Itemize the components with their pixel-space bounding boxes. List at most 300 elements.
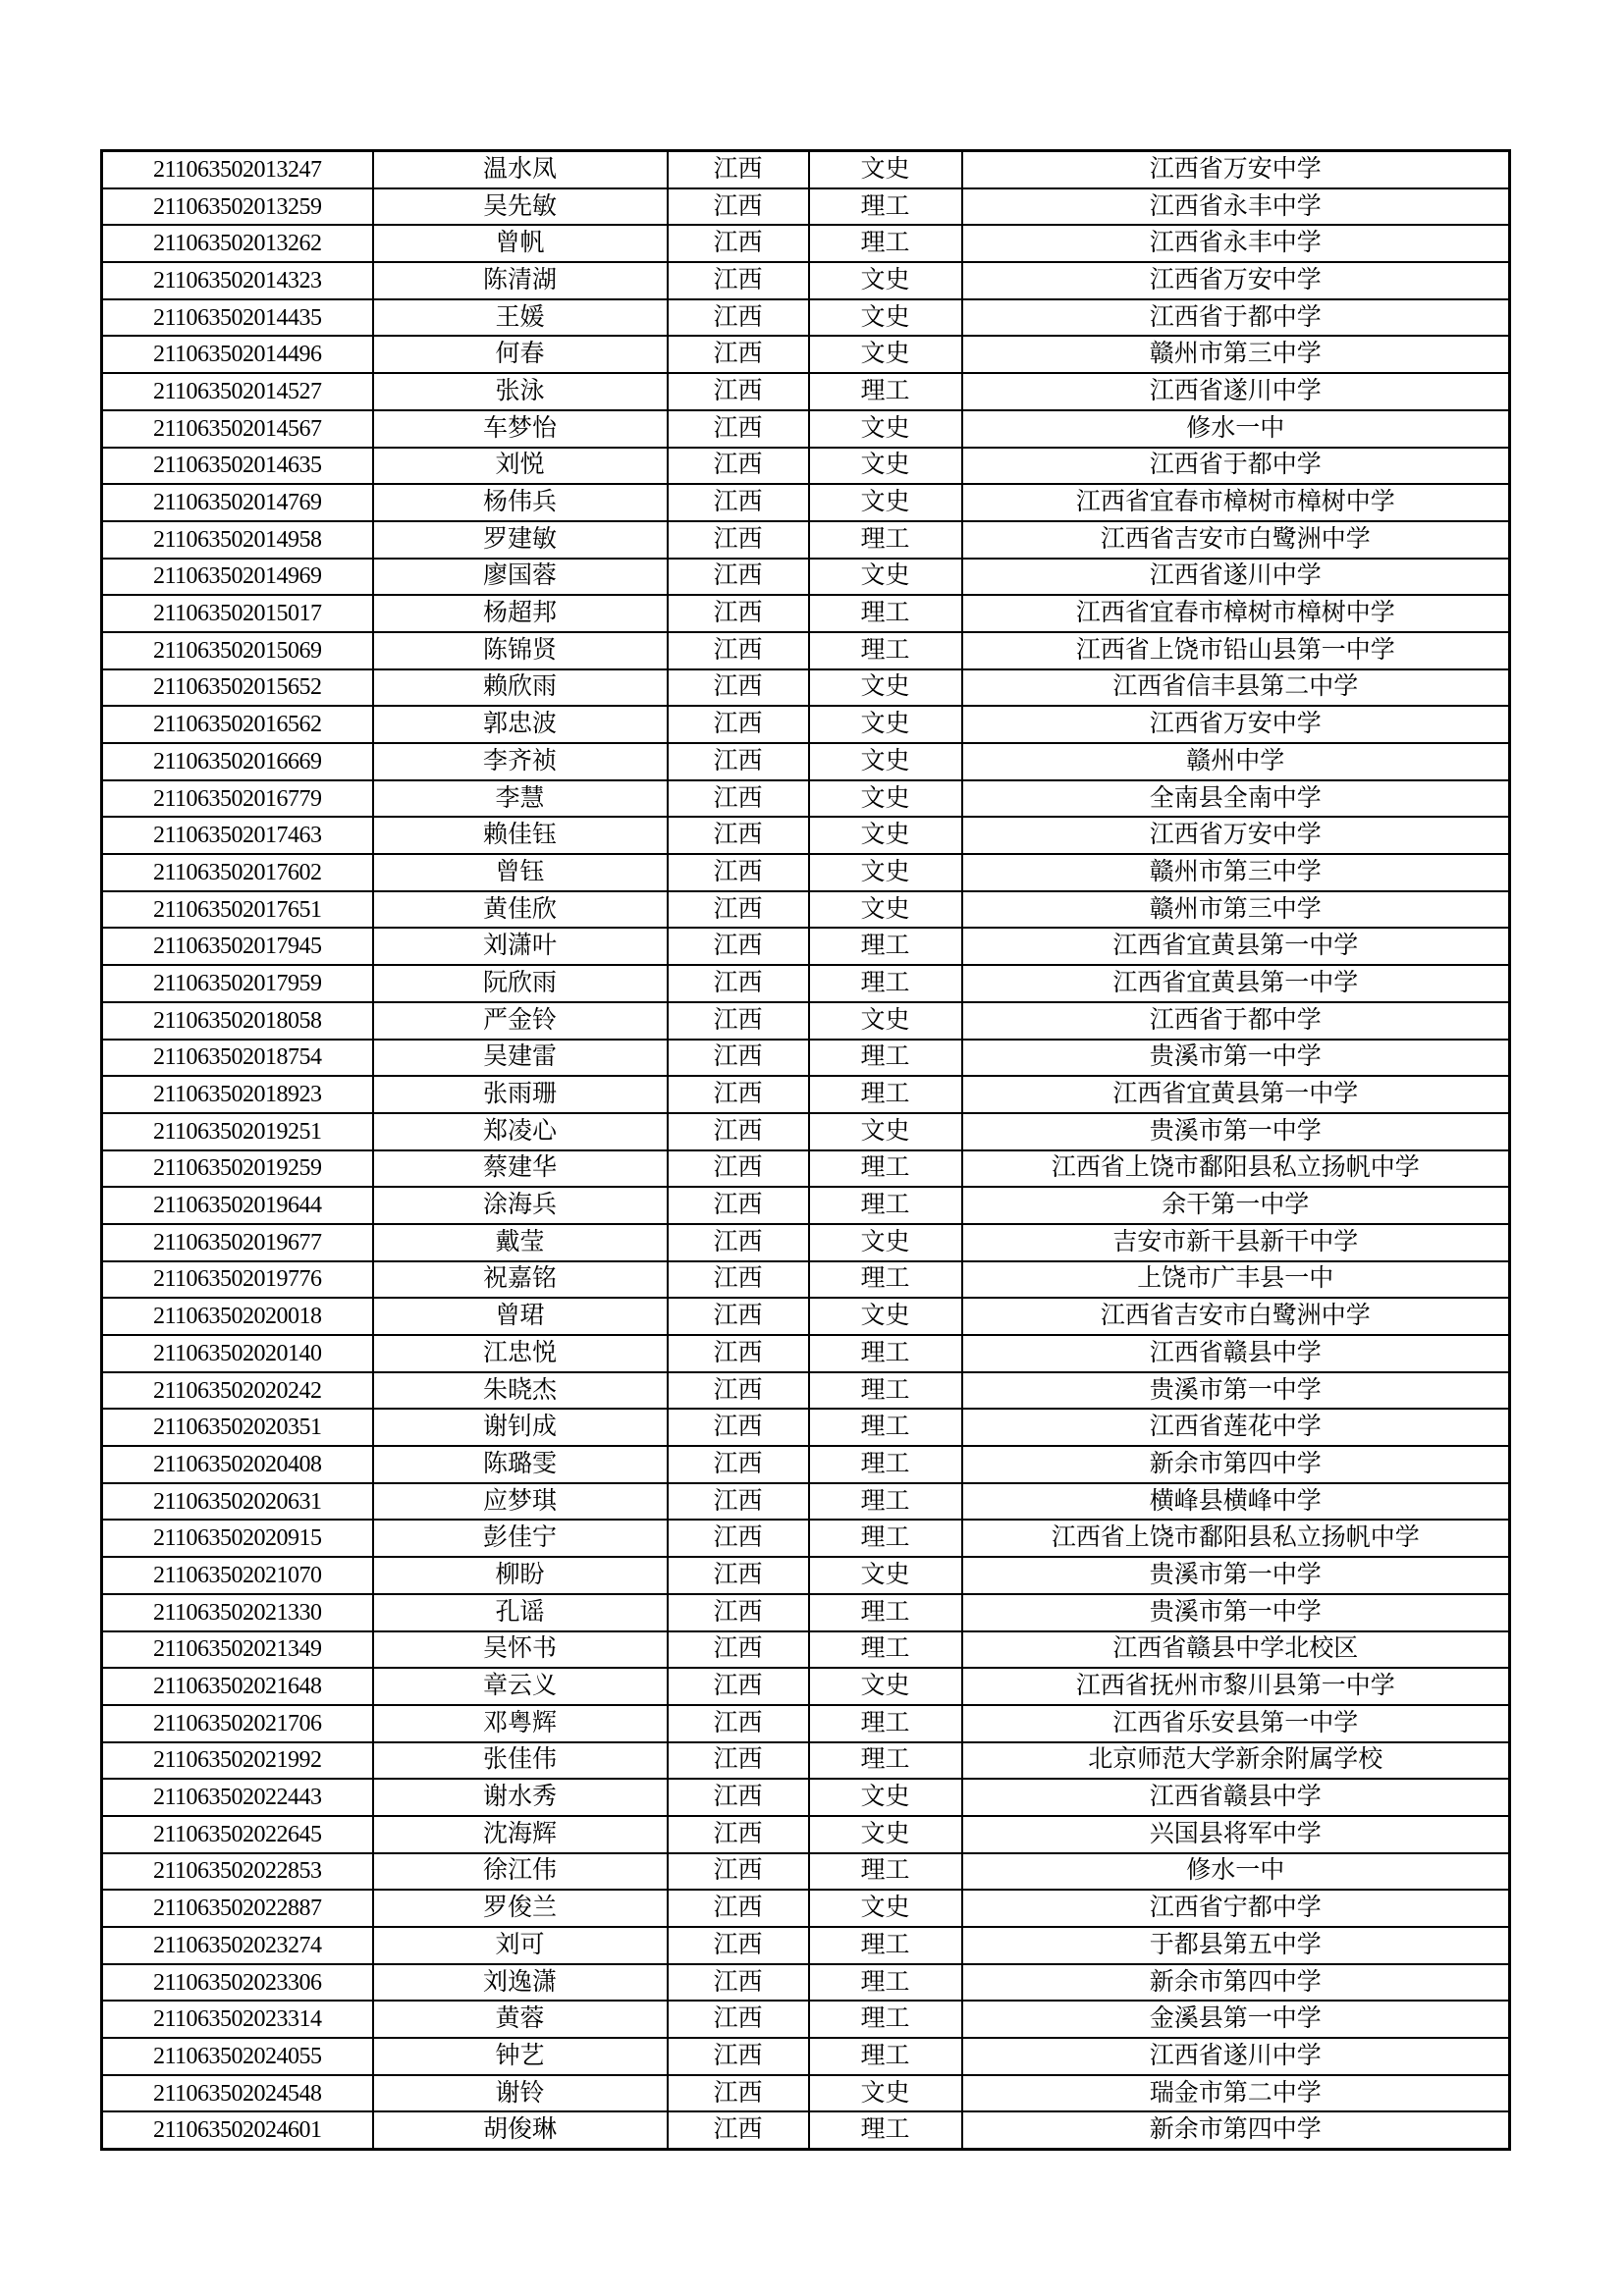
exam-id-cell: 211063502024548 [102,2075,373,2112]
table-row [102,2038,1510,2075]
exam-id-cell: 211063502017463 [102,817,373,854]
student-name-cell: 杨超邦 [373,595,668,632]
student-name-cell: 李齐祯 [373,743,668,780]
exam-id-cell: 211063502014435 [102,299,373,337]
province-cell: 江西 [668,225,809,262]
table-row [102,1076,1510,1113]
table-row [102,1853,1510,1891]
table-row [102,854,1510,891]
school-cell: 新余市第四中学 [962,1964,1510,2002]
table-row [102,1816,1510,1853]
student-name-cell: 彭佳宁 [373,1520,668,1557]
exam-id-cell: 211063502014527 [102,373,373,410]
exam-id-cell: 211063502014567 [102,410,373,448]
school-cell: 江西省上饶市铅山县第一中学 [962,632,1510,669]
table-row [102,1668,1510,1705]
table-row [102,1520,1510,1557]
exam-id-cell: 211063502019259 [102,1150,373,1188]
school-cell: 江西省于都中学 [962,299,1510,337]
table-row [102,632,1510,669]
subject-track-cell: 理工 [809,1705,962,1742]
exam-id-cell: 211063502014496 [102,336,373,373]
table-row [102,484,1510,521]
school-cell: 贵溪市第一中学 [962,1040,1510,1077]
province-cell: 江西 [668,595,809,632]
table-row [102,1298,1510,1335]
province-cell: 江西 [668,632,809,669]
subject-track-cell: 理工 [809,1964,962,2002]
subject-track-cell: 文史 [809,1113,962,1150]
subject-track-cell: 理工 [809,373,962,410]
school-cell: 新余市第四中学 [962,1446,1510,1483]
table-row [102,2111,1510,2149]
school-cell: 北京师范大学新余附属学校 [962,1742,1510,1780]
province-cell: 江西 [668,669,809,707]
table-row [102,2001,1510,2038]
province-cell: 江西 [668,1372,809,1410]
province-cell: 江西 [668,1113,809,1150]
subject-track-cell: 文史 [809,1890,962,1927]
table-row [102,928,1510,965]
table-row [102,706,1510,743]
school-cell: 贵溪市第一中学 [962,1372,1510,1410]
table-row [102,1483,1510,1521]
student-name-cell: 刘潇叶 [373,928,668,965]
school-cell: 赣州市第三中学 [962,854,1510,891]
province-cell: 江西 [668,484,809,521]
subject-track-cell: 理工 [809,1076,962,1113]
student-name-cell: 刘悦 [373,448,668,485]
school-cell: 贵溪市第一中学 [962,1594,1510,1631]
province-cell: 江西 [668,891,809,929]
province-cell: 江西 [668,965,809,1002]
student-name-cell: 曾帆 [373,225,668,262]
subject-track-cell: 理工 [809,225,962,262]
subject-track-cell: 理工 [809,1520,962,1557]
province-cell: 江西 [668,1224,809,1261]
subject-track-cell: 文史 [809,1557,962,1594]
student-name-cell: 戴莹 [373,1224,668,1261]
exam-id-cell: 211063502019251 [102,1113,373,1150]
table-row [102,1335,1510,1372]
student-name-cell: 谢钊成 [373,1409,668,1446]
subject-track-cell: 文史 [809,410,962,448]
province-cell: 江西 [668,373,809,410]
school-cell: 江西省万安中学 [962,706,1510,743]
table-row [102,1779,1510,1816]
student-name-cell: 祝嘉铭 [373,1261,668,1299]
province-cell: 江西 [668,559,809,596]
student-name-cell: 罗建敏 [373,521,668,559]
student-name-cell: 严金铃 [373,1002,668,1040]
subject-track-cell: 文史 [809,151,962,188]
table-row [102,1040,1510,1077]
student-name-cell: 蔡建华 [373,1150,668,1188]
school-cell: 江西省上饶市鄱阳县私立扬帆中学 [962,1150,1510,1188]
table-row [102,817,1510,854]
table-row [102,521,1510,559]
exam-id-cell: 211063502020140 [102,1335,373,1372]
subject-track-cell: 文史 [809,299,962,337]
exam-id-cell: 211063502016562 [102,706,373,743]
exam-id-cell: 211063502022887 [102,1890,373,1927]
subject-track-cell: 文史 [809,448,962,485]
exam-id-cell: 211063502016669 [102,743,373,780]
table-row [102,299,1510,337]
table-row [102,262,1510,299]
exam-id-cell: 211063502023314 [102,2001,373,2038]
school-cell: 江西省信丰县第二中学 [962,669,1510,707]
school-cell: 江西省莲花中学 [962,1409,1510,1446]
school-cell: 江西省万安中学 [962,151,1510,188]
subject-track-cell: 理工 [809,188,962,226]
subject-track-cell: 文史 [809,743,962,780]
subject-track-cell: 理工 [809,2038,962,2075]
province-cell: 江西 [668,410,809,448]
student-name-cell: 陈璐雯 [373,1446,668,1483]
exam-id-cell: 211063502014323 [102,262,373,299]
student-name-cell: 阮欣雨 [373,965,668,1002]
exam-id-cell: 211063502023306 [102,1964,373,2002]
province-cell: 江西 [668,1483,809,1521]
table-row [102,1261,1510,1299]
exam-id-cell: 211063502020915 [102,1520,373,1557]
exam-id-cell: 211063502015069 [102,632,373,669]
subject-track-cell: 文史 [809,336,962,373]
exam-id-cell: 211063502020351 [102,1409,373,1446]
school-cell: 江西省吉安市白鹭洲中学 [962,521,1510,559]
school-cell: 江西省遂川中学 [962,2038,1510,2075]
province-cell: 江西 [668,854,809,891]
exam-id-cell: 211063502014958 [102,521,373,559]
school-cell: 修水一中 [962,1853,1510,1891]
student-name-cell: 温水凤 [373,151,668,188]
school-cell: 兴国县将军中学 [962,1816,1510,1853]
exam-id-cell: 211063502016779 [102,780,373,818]
exam-id-cell: 211063502021992 [102,1742,373,1780]
subject-track-cell: 理工 [809,1335,962,1372]
student-name-cell: 朱晓杰 [373,1372,668,1410]
table-row [102,1002,1510,1040]
province-cell: 江西 [668,817,809,854]
province-cell: 江西 [668,1261,809,1299]
student-name-cell: 吴建雷 [373,1040,668,1077]
exam-id-cell: 211063502024601 [102,2111,373,2149]
student-name-cell: 张佳伟 [373,1742,668,1780]
province-cell: 江西 [668,1409,809,1446]
exam-id-cell: 211063502017602 [102,854,373,891]
subject-track-cell: 文史 [809,1816,962,1853]
table-row [102,1372,1510,1410]
table-row [102,448,1510,485]
school-cell: 江西省乐安县第一中学 [962,1705,1510,1742]
subject-track-cell: 理工 [809,1187,962,1224]
table-row [102,1964,1510,2002]
student-name-cell: 谢铃 [373,2075,668,2112]
subject-track-cell: 文史 [809,1779,962,1816]
exam-id-cell: 211063502020408 [102,1446,373,1483]
province-cell: 江西 [668,1890,809,1927]
exam-id-cell: 211063502018923 [102,1076,373,1113]
table-row [102,1927,1510,1964]
exam-id-cell: 211063502014635 [102,448,373,485]
school-cell: 江西省万安中学 [962,262,1510,299]
province-cell: 江西 [668,262,809,299]
student-name-cell: 吴先敏 [373,188,668,226]
school-cell: 江西省遂川中学 [962,373,1510,410]
table-row [102,1187,1510,1224]
student-name-cell: 吴怀书 [373,1631,668,1669]
province-cell: 江西 [668,299,809,337]
student-name-cell: 郑凌心 [373,1113,668,1150]
student-name-cell: 曾钰 [373,854,668,891]
exam-id-cell: 211063502018754 [102,1040,373,1077]
table-row [102,151,1510,188]
province-cell: 江西 [668,2111,809,2149]
exam-id-cell: 211063502021070 [102,1557,373,1594]
province-cell: 江西 [668,1557,809,1594]
student-name-cell: 何春 [373,336,668,373]
school-cell: 江西省遂川中学 [962,559,1510,596]
exam-id-cell: 211063502015017 [102,595,373,632]
subject-track-cell: 文史 [809,262,962,299]
exam-id-cell: 211063502018058 [102,1002,373,1040]
province-cell: 江西 [668,1594,809,1631]
student-name-cell: 张泳 [373,373,668,410]
subject-track-cell: 理工 [809,521,962,559]
table-row [102,2075,1510,2112]
school-cell: 吉安市新干县新干中学 [962,1224,1510,1261]
student-name-cell: 曾珺 [373,1298,668,1335]
student-name-cell: 赖佳钰 [373,817,668,854]
subject-track-cell: 文史 [809,1668,962,1705]
province-cell: 江西 [668,1040,809,1077]
province-cell: 江西 [668,1668,809,1705]
school-cell: 江西省永丰中学 [962,188,1510,226]
province-cell: 江西 [668,188,809,226]
province-cell: 江西 [668,448,809,485]
table-row [102,1557,1510,1594]
student-name-cell: 沈海辉 [373,1816,668,1853]
school-cell: 江西省于都中学 [962,448,1510,485]
student-name-cell: 徐江伟 [373,1853,668,1891]
subject-track-cell: 理工 [809,1742,962,1780]
subject-track-cell: 文史 [809,559,962,596]
subject-track-cell: 文史 [809,1002,962,1040]
subject-track-cell: 文史 [809,891,962,929]
school-cell: 上饶市广丰县一中 [962,1261,1510,1299]
student-name-cell: 陈清湖 [373,262,668,299]
exam-id-cell: 211063502014969 [102,559,373,596]
table-row [102,1594,1510,1631]
exam-id-cell: 211063502013259 [102,188,373,226]
student-name-cell: 邓粤辉 [373,1705,668,1742]
table-row [102,669,1510,707]
table-row [102,1890,1510,1927]
province-cell: 江西 [668,1076,809,1113]
student-name-cell: 郭忠波 [373,706,668,743]
subject-track-cell: 文史 [809,1224,962,1261]
exam-id-cell: 211063502020242 [102,1372,373,1410]
student-name-cell: 黄佳欣 [373,891,668,929]
province-cell: 江西 [668,1779,809,1816]
school-cell: 江西省宁都中学 [962,1890,1510,1927]
province-cell: 江西 [668,1742,809,1780]
school-cell: 江西省万安中学 [962,817,1510,854]
province-cell: 江西 [668,2075,809,2112]
subject-track-cell: 理工 [809,1409,962,1446]
subject-track-cell: 文史 [809,484,962,521]
school-cell: 赣州市第三中学 [962,891,1510,929]
province-cell: 江西 [668,743,809,780]
school-cell: 江西省宜黄县第一中学 [962,928,1510,965]
school-cell: 江西省赣县中学北校区 [962,1631,1510,1669]
province-cell: 江西 [668,1927,809,1964]
student-name-cell: 罗俊兰 [373,1890,668,1927]
exam-id-cell: 211063502021706 [102,1705,373,1742]
student-name-cell: 江忠悦 [373,1335,668,1372]
table-row [102,1446,1510,1483]
exam-id-cell: 211063502019677 [102,1224,373,1261]
exam-id-cell: 211063502020631 [102,1483,373,1521]
student-name-cell: 张雨珊 [373,1076,668,1113]
school-cell: 江西省于都中学 [962,1002,1510,1040]
exam-id-cell: 211063502013262 [102,225,373,262]
table-row [102,595,1510,632]
school-cell: 金溪县第一中学 [962,2001,1510,2038]
table-row [102,410,1510,448]
subject-track-cell: 理工 [809,1372,962,1410]
province-cell: 江西 [668,1187,809,1224]
province-cell: 江西 [668,1446,809,1483]
subject-track-cell: 文史 [809,1298,962,1335]
school-cell: 修水一中 [962,410,1510,448]
exam-id-cell: 211063502019644 [102,1187,373,1224]
student-name-cell: 涂海兵 [373,1187,668,1224]
table-row [102,1705,1510,1742]
table-row [102,188,1510,226]
student-name-cell: 谢水秀 [373,1779,668,1816]
school-cell: 江西省吉安市白鹭洲中学 [962,1298,1510,1335]
student-name-cell: 车梦怡 [373,410,668,448]
table-row [102,1224,1510,1261]
province-cell: 江西 [668,521,809,559]
table-row [102,225,1510,262]
table-row [102,965,1510,1002]
subject-track-cell: 理工 [809,1927,962,1964]
exam-id-cell: 211063502021648 [102,1668,373,1705]
table-row [102,743,1510,780]
school-cell: 横峰县横峰中学 [962,1483,1510,1521]
subject-track-cell: 理工 [809,595,962,632]
subject-track-cell: 理工 [809,1261,962,1299]
province-cell: 江西 [668,1705,809,1742]
subject-track-cell: 理工 [809,1040,962,1077]
student-name-cell: 应梦琪 [373,1483,668,1521]
table-row [102,1113,1510,1150]
school-cell: 赣州中学 [962,743,1510,780]
table-row [102,1631,1510,1669]
student-name-cell: 廖国蓉 [373,559,668,596]
student-name-cell: 胡俊琳 [373,2111,668,2149]
subject-track-cell: 理工 [809,1853,962,1891]
student-roster-table [100,149,1511,2151]
school-cell: 江西省宜春市樟树市樟树中学 [962,595,1510,632]
province-cell: 江西 [668,1335,809,1372]
exam-id-cell: 211063502021349 [102,1631,373,1669]
table-row [102,559,1510,596]
exam-id-cell: 211063502017651 [102,891,373,929]
exam-id-cell: 211063502023274 [102,1927,373,1964]
school-cell: 余干第一中学 [962,1187,1510,1224]
province-cell: 江西 [668,1964,809,2002]
table-row [102,780,1510,818]
school-cell: 江西省宜黄县第一中学 [962,1076,1510,1113]
exam-id-cell: 211063502017959 [102,965,373,1002]
subject-track-cell: 文史 [809,706,962,743]
subject-track-cell: 理工 [809,965,962,1002]
province-cell: 江西 [668,706,809,743]
school-cell: 江西省抚州市黎川县第一中学 [962,1668,1510,1705]
school-cell: 瑞金市第二中学 [962,2075,1510,2112]
province-cell: 江西 [668,1150,809,1188]
province-cell: 江西 [668,928,809,965]
exam-id-cell: 211063502024055 [102,2038,373,2075]
province-cell: 江西 [668,1298,809,1335]
table-row [102,891,1510,929]
subject-track-cell: 文史 [809,669,962,707]
school-cell: 于都县第五中学 [962,1927,1510,1964]
exam-id-cell: 211063502022443 [102,1779,373,1816]
student-name-cell: 柳盼 [373,1557,668,1594]
province-cell: 江西 [668,780,809,818]
table-row [102,1150,1510,1188]
province-cell: 江西 [668,1631,809,1669]
subject-track-cell: 文史 [809,780,962,818]
school-cell: 江西省宜黄县第一中学 [962,965,1510,1002]
exam-id-cell: 211063502015652 [102,669,373,707]
subject-track-cell: 理工 [809,928,962,965]
school-cell: 全南县全南中学 [962,780,1510,818]
province-cell: 江西 [668,2001,809,2038]
exam-id-cell: 211063502020018 [102,1298,373,1335]
roster-body [102,151,1510,2150]
student-name-cell: 钟艺 [373,2038,668,2075]
student-name-cell: 黄蓉 [373,2001,668,2038]
subject-track-cell: 理工 [809,1446,962,1483]
student-name-cell: 孔谣 [373,1594,668,1631]
exam-id-cell: 211063502022645 [102,1816,373,1853]
province-cell: 江西 [668,151,809,188]
subject-track-cell: 文史 [809,817,962,854]
subject-track-cell: 文史 [809,2075,962,2112]
exam-id-cell: 211063502013247 [102,151,373,188]
exam-id-cell: 211063502022853 [102,1853,373,1891]
school-cell: 贵溪市第一中学 [962,1557,1510,1594]
table-row [102,1742,1510,1780]
school-cell: 江西省宜春市樟树市樟树中学 [962,484,1510,521]
province-cell: 江西 [668,2038,809,2075]
student-name-cell: 赖欣雨 [373,669,668,707]
province-cell: 江西 [668,336,809,373]
school-cell: 赣州市第三中学 [962,336,1510,373]
province-cell: 江西 [668,1816,809,1853]
subject-track-cell: 理工 [809,1594,962,1631]
school-cell: 江西省赣县中学 [962,1779,1510,1816]
student-name-cell: 王媛 [373,299,668,337]
student-name-cell: 李慧 [373,780,668,818]
table-row [102,373,1510,410]
